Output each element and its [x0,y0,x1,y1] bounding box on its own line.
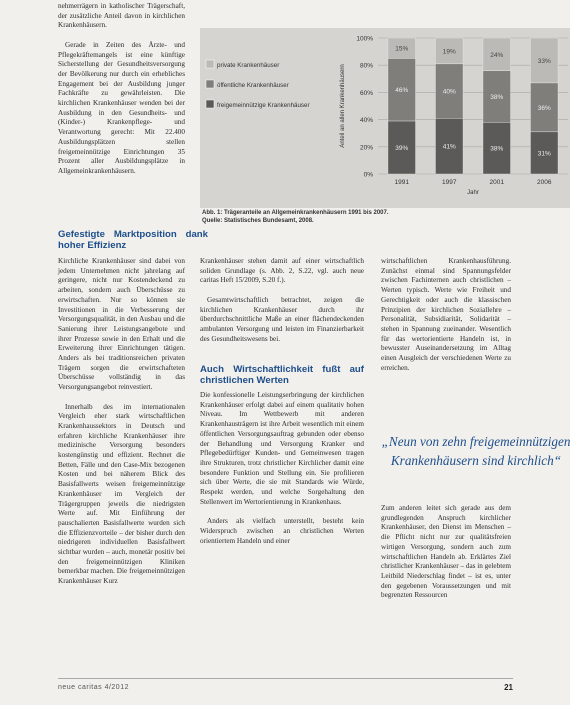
legend-swatch [206,80,214,88]
stacked-bar-chart [200,28,570,208]
paragraph: Gerade in Zeiten des Ärzte- und Pflegekräftemangels ist eine künftige Sicherstellung der Gesundheitsversorgung der Bevölkerung nur durch ein erhebliches Engagement bei der Ausbildung junger Fachkräfte zu gewährleisten. Die kirchlichen Krankenhäuser wenden bei der Ausbildung in den Gesundheits- und (Kinder-) Krankenpflege- und Verantwortung gerecht: Mit 22.400 Ausbildungsplätzen stellen freigemeinnützige Einrichtungen 35 Prozent aller Ausbildungsplätze in Allgemeinkrankenhäusern. [58,40,185,175]
article-column-middle-lower [200,391,364,556]
data-label: 36% [537,104,551,112]
section-heading-market-position [58,229,208,254]
legend-entry: freigemeinnützige Krankenhäuser [217,102,310,109]
x-tick-label: 1997 [442,179,457,186]
paragraph: Kirchliche Krankenhäuser sind dabei von jedem Unternehmen nicht jahrelang auf geringere, nicht nur Kostendeckend zu arbeiten, sondern auch Überschüsse zu erwirtschaften. Nur so können sie Investitionen in die Verbesserung der Versorgungsqualität, in den Ausbau und die Sanierung ihrer Leistungsangebote und ihrer Prozesse sowie in den Erhalt und die Erweiterung ihrer Einrichtungen tätigen. Anders als bei traditionsreichen privaten Trägern sorgen die erwirtschafteten Überschüsse vollständig in das Versorgungsangebot reinvestiert. [58,257,185,392]
data-label: 38% [490,93,504,101]
heading-market-position: Gefestigte Marktposition dank hoher Effizienz [58,229,208,251]
x-tick-label: 2006 [537,179,552,186]
data-label: 24% [490,51,504,59]
article-column-middle [200,257,364,354]
article-column-left-top [58,2,185,186]
section-heading-christian-values [200,364,364,389]
pull-quote: „Neun von zehn freigemeinnützigen Krankenhäusern sind kirchlich“ [381,434,570,468]
figure-caption [202,209,422,225]
article-column-right-lower [381,504,511,611]
y-tick-label: 20% [359,144,373,152]
legend-entry: öffentliche Krankenhäuser [217,82,289,89]
data-label: 15% [395,45,409,53]
data-label: 38% [490,145,504,153]
y-tick-label: 40% [359,117,373,125]
data-label: 33% [537,57,551,65]
caption-title: Abb. 1: Trägeranteile an Allgemeinkrankenhäusern 1991 bis 2007. [202,210,389,216]
paragraph: wirtschaftlichen Krankenhausführung. Zunächst einmal sind Spannungsfelder zwischen Fachinternen auch christlichen – Werten typisch. Werte wie Freiheit und Gerechtigkeit oder auch die klassischen Prinzipien der kirchlichen Soziallehre – Personalität, Subsidiarität, Solidarität – stehen in Spannung zueinander. Wesentlich für das wertorientierte Handeln ist, in bewusster Auseinandersetzung im Alltag einen Ausgleich der verschiedenen Werte zu erreichen. [381,257,511,372]
paragraph: Anders als vielfach unterstellt, besteht kein Widerspruch zwischen an christlichen Werten orientiertem Handeln und einer [200,517,364,545]
legend-entry: private Krankenhäuser [217,62,280,69]
y-tick-label: 100% [356,35,373,43]
y-tick-label: 0% [363,171,373,179]
paragraph: Krankenhäuser stehen damit auf einer wirtschaftlich soliden Grundlage (s. Abb. 2, S.22, vgl. auch neue caritas Heft 15/2009, S.20 f.). [200,257,364,285]
heading-christian-values: Auch Wirtschaftlichkeit fußt auf christlichen Werten [200,364,364,386]
paragraph: nehmerrägern in katholischer Trägerschaft, der zusätzliche Anteil davon in kirchlichen Krankenhäusern. [58,2,185,30]
legend-swatch [206,60,214,68]
paragraph: Die konfessionelle Leistungserbringung der kirchlichen Krankenhäuser erfolgt dabei auf einem qualitativ hohen Niveau. Im Wettbewerb mit anderen Krankenhausträgern ist ihre Arbeit wesentlich mit einem öffentlichen Versorgungsauftrag gebunden oder ebenso der Behandlung und Versorgung Kranker und Pflegebedürftiger Kunden- und Gemeinwesen tragen ihre Strukturen, trotz christlicher Kirchlicher damit eine besondere Funktion und Stellung ein. Sie profilieren sich über Werte, die sie mit Standards wie Würde, Respekt werden, und welche Sorgehaltung den Stellenwert im Wertorientierung in Krankenhaus. [200,391,364,506]
page-footer [58,678,513,693]
chart-panel [200,28,570,208]
data-label: 31% [537,150,551,158]
caption-source: Quelle: Statistisches Bundesamt, 2008. [202,218,314,224]
article-column-left [58,257,185,597]
x-axis-label: Jahr [467,190,479,196]
paragraph: Zum anderen leitet sich gerade aus dem grundlegenden Anspruch kirchlicher Krankenhäuser, den Dienst im Menschen – die Pflicht nicht nur zur qualitätsfreien wirtigen Versorgung, sondern auch zum wirtschaftlichen Handeln ab. Erklärtes Ziel christlicher Krankenhäuser – das in gelebtem Leitbild Niederschlag findet – ist es, unter den gegebenen Voraussetzungen und mit begrenzten Ressourcen [381,504,511,600]
paragraph: Gesamtwirtschaftlich betrachtet, zeigen die kirchlichen Krankenhäuser durch ihr überdurchschnittliche Maße an einer flächendeckenden ambulanten Versorgung und leisten im Finanzierbarkeit des Gesundheitswesens bei. [200,295,364,343]
data-label: 39% [395,144,409,152]
y-tick-label: 60% [359,89,373,97]
y-axis-label: Anteil an allen Krankenhäusern [340,64,346,148]
legend-swatch [206,100,214,108]
page-number: 21 [504,682,513,692]
paragraph: Innerhalb des im internationalen Vergleich eher stark wirtschaftlichen Krankenhaussektors in Deutsch und erfahren kirchliche Krankenhäuser ihre medizinische Versorgung besonders kostengünstig und effizient. Rechnet die Betten, Fälle und den Case-Mix bezogenen Kosten und bei näherem Blick des Basisfallwerts weisen freigemeinnützige Krankenhäuser im Vergleich der Trägergruppen jeweils die niedrigsten Werte auf. Mit Einführung der pauschalierten Basisfallwerte wurden sich die Effizienzvorteile – der bisher durch den niedrigeren individuellen Basisfallwert sichtbar wurden – auch, monetär positiv bei den freigemeinnützigen Kliniken bemerkbar machen. Die freigemeinnützigen Krankenhäuser Kurz [58,402,185,586]
article-column-right [381,257,511,383]
y-tick-label: 80% [359,62,373,70]
data-label: 40% [442,88,456,96]
x-tick-label: 2001 [489,179,504,186]
data-label: 19% [442,48,456,56]
data-label: 46% [395,87,409,95]
magazine-name: neue caritas 4/2012 [58,683,129,691]
data-label: 41% [442,143,456,151]
x-tick-label: 1991 [394,179,409,186]
